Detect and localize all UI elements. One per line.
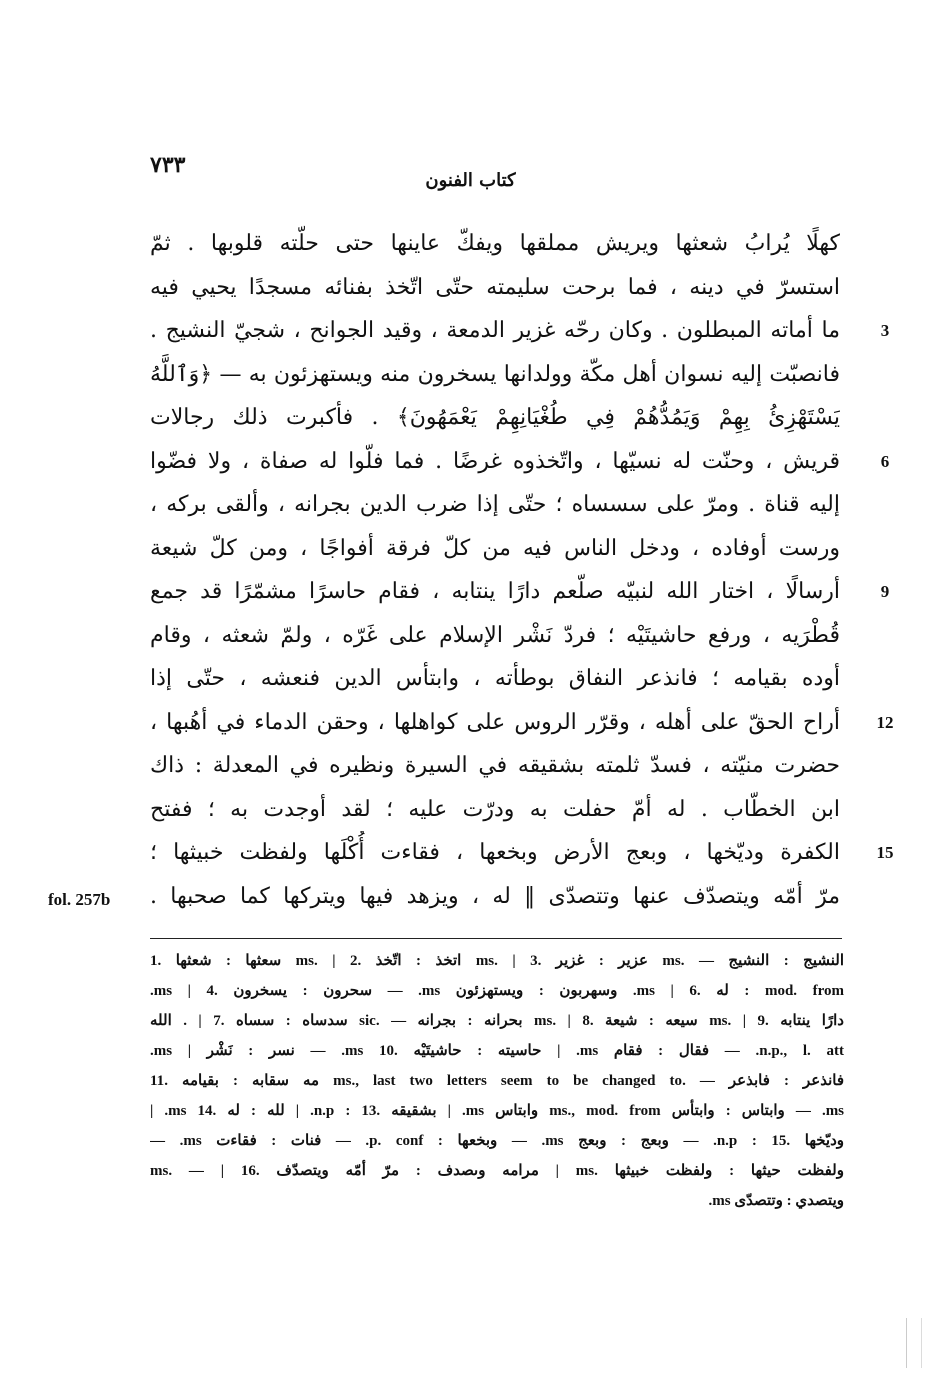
main-text bbox=[150, 222, 840, 918]
apparatus-line: دارًا ينتابه .9 | .ms سيعه : شيعة .8 | .ms بحرانه : بجرانه — .sic سدساه : سساه .7 | . الله bbox=[150, 1013, 844, 1029]
apparatus-line: النشيج : النشيج — .ms عزير : غزير .3 | .ms اتخذ : اتّخذ .2 | .ms سعثها : شعثها .1 bbox=[150, 953, 844, 969]
apparatus-line: فانذعر : فابذعر — .ms., last two letters seem to be changed to مه سقابه : بقيامه .11 bbox=[150, 1073, 844, 1089]
line-number: 15 bbox=[876, 843, 894, 862]
scan-margin-mark bbox=[906, 1318, 922, 1368]
text-line: ورست أوفاده ، ودخل الناس فيه من كلّ فرقة أفواجًا ، ومن كلّ شيعة bbox=[150, 535, 840, 561]
text-line: إليه قناة . ومرّ على سسساه ؛ حتّى إذا ضرب الدين بجرانه ، وألقى بركه ، bbox=[150, 492, 840, 517]
text-line: يَسْتَهْزِئُ بِهِمْ وَيَمُدُّهُمْ فِي طُغْيَانِهِمْ يَعْمَهُونَ﴾ . فأكبرت ذلك رجالات bbox=[150, 405, 840, 430]
text-line: أراح الحقّ على أهله ، وقرّر الروس على كواهلها ، وحقن الدماء في أهُبها ، bbox=[150, 709, 840, 735]
text-line: كهلًا يُرابُ شعثها ويريش مملقها ويفكّ عاينها حتى حلّته قلوبها . ثمّ bbox=[150, 231, 840, 256]
line-number: 6 bbox=[880, 451, 890, 471]
line-number: 9 bbox=[880, 582, 890, 601]
text-line: أوده بقيامه ؛ فانذعر النفاق بوطأته ، وابتأس الدين فنعشه ، حتّى إذا bbox=[150, 666, 840, 691]
text-line: فانصبّت إليه نسوان أهل مكّة وولدانها يسخرون منه ويستهزئون به — ﴿وَٱللَّهُ bbox=[150, 361, 840, 387]
apparatus-line: .ms ويتصدي : وتتصدّى bbox=[708, 1193, 844, 1209]
running-title: كتاب الفنون bbox=[425, 170, 516, 191]
folio-marker: fol. 257b bbox=[48, 890, 111, 909]
page-number: ٧٣٣ bbox=[150, 152, 186, 178]
apparatus-line: | .ms لله : له .14 | .n.p : بشقيقه .13 | .ms وابتاس ms., mod. from وابتاس : وابتأس — .ms bbox=[150, 1103, 844, 1119]
apparatus-line: ولفظت حيثها : ولفظت خبيثها .ms | مرامه وىصدف : مرّ أمّه ويتصدّف .16 | — .ms bbox=[150, 1163, 844, 1179]
apparatus-line: .ms | نسر : نَشْر — .ms حاسيته : حاشيتَيْه .10 | .ms فقال : فقام — .n.p., l. att bbox=[150, 1043, 844, 1059]
apparatus-line: .ms | سحرون : يسخرون .4 — .ms وسهربون : ويستهزئون .ms | 6. له : mod. from bbox=[150, 983, 844, 999]
text-line: ما أماته المبطلون . وكان رحّه غزير الدمعة ، وقيد الجوانح ، شجيّ النشيج . bbox=[150, 318, 840, 343]
text-line: حضرت منيّته ، فسدّ ثلمته بشقيقه في السيرة ونظيره في المعدلة : ذاك bbox=[150, 753, 840, 778]
text-line: استسرّ في دينه ، فما برحت سليمته حتّى اتّخذ بفنائه مسجدًا يحيي فيه bbox=[150, 274, 840, 300]
footnote-rule bbox=[150, 938, 842, 939]
line-number: 3 bbox=[880, 321, 890, 340]
text-line: قُطْرَيه ، ورفع حاشيتَيْه ؛ فردّ نَشْر الإسلام على غَرّه ، ولمّ شعثه ، وقام bbox=[150, 622, 840, 648]
critical-apparatus bbox=[150, 946, 844, 1216]
text-line: أرسالًا ، اختار الله لنبيّه صلّعم دارًا ينتابه ، فقام حاسرًا مشمّرًا قد جمع bbox=[150, 579, 840, 604]
text-line: مرّ أمّه ويتصدّف عنها وتتصدّى ‖ له ، ويزهد فيها ويتركها كما صحبها . bbox=[150, 883, 840, 909]
text-line: ابن الخطّاب . له أمّ حفلت به ودرّت عليه ؛ لقد أوجدت به ؛ ففتح bbox=[150, 796, 840, 822]
text-line: الكفرة وديّخها ، وبعج الأرض وبخعها ، فقاءت أُكْلَها ولفظت خبيثها ؛ bbox=[150, 840, 840, 865]
line-number: 12 bbox=[876, 712, 894, 732]
apparatus-line: — .ms فنات : فقاءت — .p. conf : وبخعها — .ms وبعج : وبعج — .n.p : وديّخها .15 bbox=[150, 1133, 844, 1149]
text-line: قريش ، وحنّت له نسيّها ، واتّخذوه غرضًا . فما فلّوا له صفاة ، ولا فضّوا bbox=[150, 448, 840, 474]
